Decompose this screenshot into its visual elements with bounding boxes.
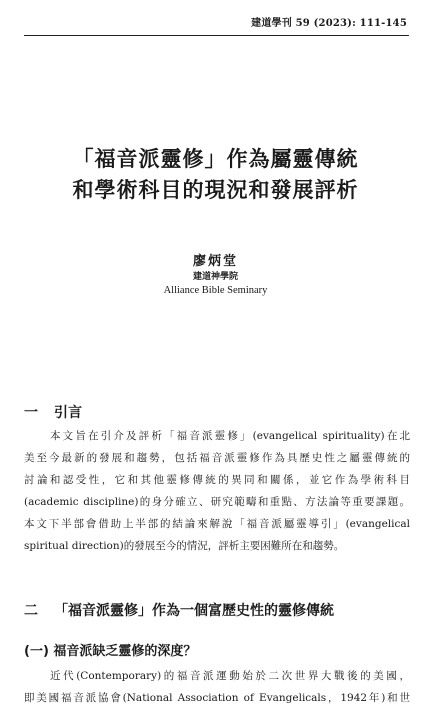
header-rule <box>24 35 409 36</box>
author-affiliation-zh: 建道神學院 <box>192 272 238 282</box>
section-2-title: 「福音派靈修」作為一個富歷史性的靈修傳統 <box>54 603 334 619</box>
section-1-number: 一 <box>24 405 38 421</box>
author-name: 廖炳堂 <box>192 254 238 269</box>
running-head: 建道學刊 59 (2023): 111-145 <box>251 18 407 29</box>
article-title-line-1: 「福音派靈修」作為屬靈傳統 <box>72 147 359 171</box>
article-title-line-2: 和學術科目的現況和發展評析 <box>72 178 359 202</box>
subsection-2-1-line: 近代(Contemporary)的福音派運動始於二次世界大戰後的美國， <box>50 670 410 682</box>
section-2-number: 二 <box>24 603 38 619</box>
section-1-line: (academic discipline)的身分確立、研究範疇和重點、方法論等重要課題。 <box>24 496 410 508</box>
subsection-2-1-line: 即美國福音派協會(National Association of Evangelicals，1942年)和世 <box>24 692 410 704</box>
section-1-line: 美至今最新的發展和趨勢，包括福音派靈修作為具歷史性之屬靈傳統的 <box>24 452 410 464</box>
section-1-line: 本文旨在引介及評析「福音派靈修」(evangelical spirituality)在北 <box>50 430 410 442</box>
section-1-line: 討論和認受性，它和其他靈修傳統的異同和關係，並它作為學術科目 <box>24 474 410 486</box>
section-1-line: spiritual direction)的發展至今的情況，評析主要困難所在和趨勢。 <box>24 540 345 552</box>
section-1-heading <box>24 402 82 422</box>
author-affiliation-en: Alliance Bible Seminary <box>163 285 268 296</box>
subsection-2-1-heading: (一) 福音派缺乏靈修的深度？ <box>24 644 197 659</box>
section-1-line: 本文下半部會借助上半部的結論來解說「福音派屬靈導引」(evangelical <box>24 518 410 530</box>
section-1-title: 引言 <box>54 405 82 421</box>
section-2-heading <box>24 600 334 620</box>
